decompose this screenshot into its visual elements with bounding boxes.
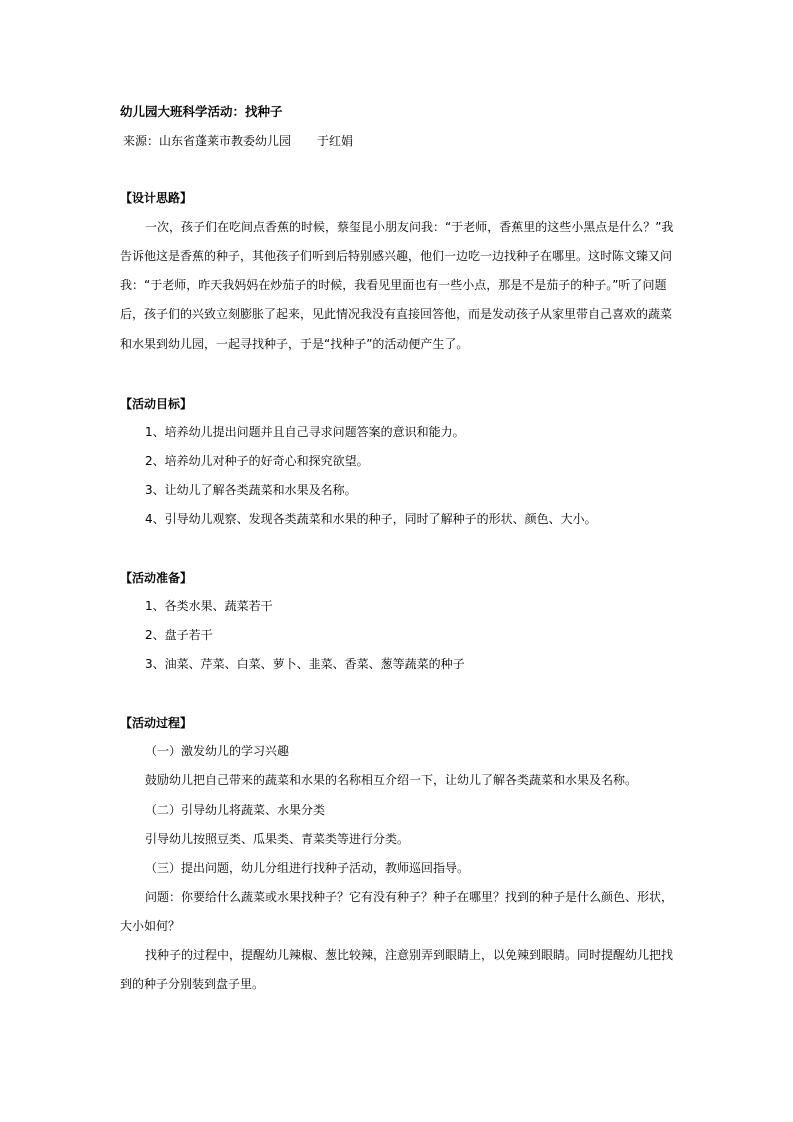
prep-item: 3、油菜、芹菜、白菜、萝卜、韭菜、香菜、葱等蔬菜的种子 bbox=[145, 657, 465, 671]
design-paragraph-line: 我：“于老师，昨天我妈妈在炒茄子的时候，我看见里面也有一些小点，那是不是茄子的种子。”听了问题 bbox=[120, 278, 667, 292]
question-text: 问题：你要给什么蔬菜或水果找种子？它有没有种子？种子在哪里？找到的种子是什么颜色、形状， bbox=[145, 890, 674, 904]
design-paragraph-line: 告诉他这是香蕉的种子，其他孩子们听到后特别感兴趣，他们一边吃一边找种子在哪里。这时陈文臻又问 bbox=[120, 249, 673, 263]
reminder-text: 找种子的过程中，提醒幼儿辣椒、葱比较辣，注意别弄到眼睛上，以免辣到眼睛。同时提醒幼儿把找 bbox=[145, 948, 674, 962]
step-title: （二）引导幼儿将蔬菜、水果分类 bbox=[145, 803, 326, 817]
goal-item: 1、培养幼儿提出问题并且自己寻求问题答案的意识和能力。 bbox=[145, 425, 465, 439]
process-heading: 【活动过程】 bbox=[120, 716, 193, 730]
source-text: 来源：山东省蓬莱市教委幼儿园 bbox=[123, 134, 292, 148]
source-line bbox=[123, 133, 353, 149]
prep-item: 2、盘子若干 bbox=[145, 628, 213, 642]
author-name: 于红娟 bbox=[317, 134, 354, 148]
design-heading: 【设计思路】 bbox=[120, 191, 193, 205]
document-title: 幼儿园大班科学活动：找种子 bbox=[120, 104, 283, 119]
design-paragraph-line: 后，孩子们的兴致立刻膨胀了起来，见此情况我没有直接回答他，而是发动孩子从家里带自己喜欢的蔬菜 bbox=[120, 307, 673, 321]
goal-item: 4、引导幼儿观察、发现各类蔬菜和水果的种子，同时了解种子的形状、颜色、大小。 bbox=[145, 512, 597, 526]
step-text: 引导幼儿按照豆类、瓜果类、青菜类等进行分类。 bbox=[145, 832, 410, 846]
question-text: 大小如何？ bbox=[120, 919, 181, 933]
step-text: 鼓励幼儿把自己带来的蔬菜和水果的名称相互介绍一下，让幼儿了解各类蔬菜和水果及名称。 bbox=[145, 773, 638, 787]
reminder-text: 到的种子分别装到盘子里。 bbox=[120, 977, 265, 991]
prep-heading: 【活动准备】 bbox=[120, 571, 193, 585]
step-title: （一）激发幼儿的学习兴趣 bbox=[145, 744, 290, 758]
prep-item: 1、各类水果、蔬菜若干 bbox=[145, 599, 273, 613]
design-paragraph-line: 一次，孩子们在吃间点香蕉的时候，蔡玺昆小朋友问我：“于老师，香蕉里的这些小黑点是什么？”我 bbox=[145, 220, 674, 234]
step-title: （三）提出问题，幼儿分组进行找种子活动，教师巡回指导。 bbox=[145, 861, 470, 875]
goals-heading: 【活动目标】 bbox=[120, 397, 193, 411]
goal-item: 2、培养幼儿对种子的好奇心和探究欲望。 bbox=[145, 454, 369, 468]
goal-item: 3、让幼儿了解各类蔬菜和水果及名称。 bbox=[145, 483, 357, 497]
design-paragraph-line: 和水果到幼儿园，一起寻找种子，于是“找种子”的活动便产生了。 bbox=[120, 337, 469, 351]
